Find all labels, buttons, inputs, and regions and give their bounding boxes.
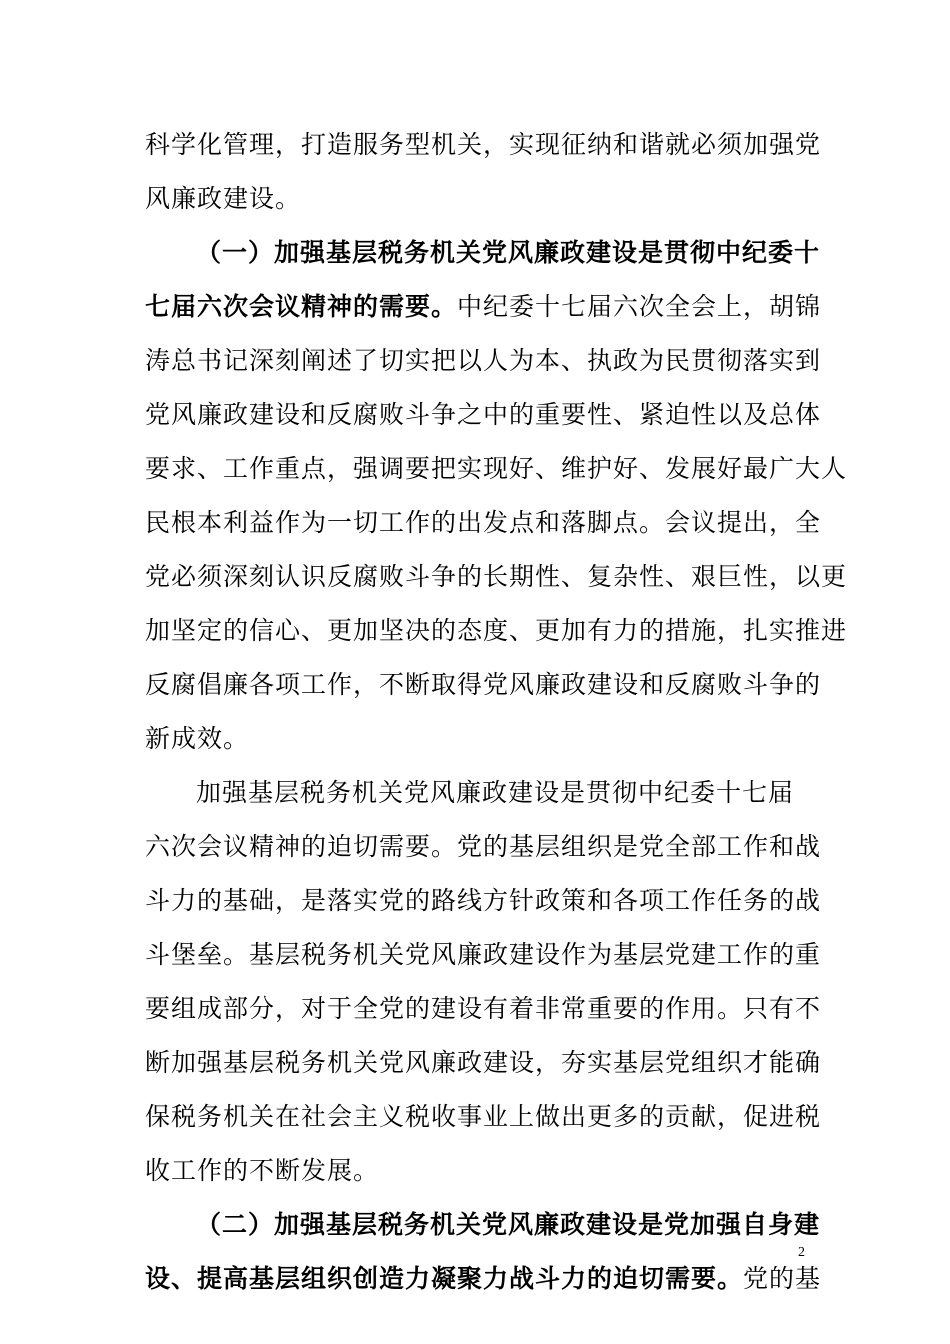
text-line-2 (145, 179, 301, 219)
text-line-14 (145, 827, 821, 867)
text-segment: 党风廉政建设和反腐败斗争之中的重要性、紧迫性以及总体 (145, 400, 822, 429)
text-segment: 党必须深刻认识反腐败斗争的长期性、复杂性、艰巨性，以更 (145, 562, 848, 591)
section-heading-1-line-1 (196, 233, 820, 273)
text-segment: 中纪委十七届六次全会上，胡锦 (457, 292, 822, 321)
text-line-19 (145, 1097, 821, 1137)
heading-segment: 七届六次会议精神的需要。 (145, 292, 458, 321)
text-segment: 斗力的基础，是落实党的路线方针政策和各项工作任务的战 (145, 886, 822, 915)
text-line-13 (196, 773, 794, 813)
text-line-20 (145, 1151, 379, 1191)
text-segment: 收工作的不断发展。 (145, 1156, 380, 1185)
text-line-6 (145, 395, 821, 435)
text-segment: 涛总书记深刻阐述了切实把以人为本、执政为民贯彻落实到 (145, 346, 822, 375)
heading-segment: 设、提高基层组织创造力凝聚力战斗力的迫切需要。 (145, 1264, 744, 1293)
text-line-10 (145, 611, 847, 651)
text-segment: 要求、工作重点，强调要把实现好、维护好、发展好最广大人 (145, 454, 848, 483)
text-segment: 加坚定的信心、更加坚决的态度、更加有力的措施，扎实推进 (145, 616, 848, 645)
text-line-12 (145, 719, 249, 759)
text-segment: 反腐倡廉各项工作，不断取得党风廉政建设和反腐败斗争的 (145, 670, 822, 699)
text-line-1 (145, 125, 821, 165)
text-segment: 六次会议精神的迫切需要。党的基层组织是党全部工作和战 (145, 832, 822, 861)
heading-segment: （二）加强基层税务机关党风廉政建设是党加强自身建 (196, 1210, 821, 1239)
text-segment: 要组成部分，对于全党的建设有着非常重要的作用。只有不 (145, 994, 822, 1023)
section-heading-2-line-1 (196, 1205, 820, 1245)
text-segment: 新成效。 (145, 724, 250, 753)
text-line-16 (145, 935, 821, 975)
heading-segment: （一）加强基层税务机关党风廉政建设是贯彻中纪委十 (196, 238, 821, 267)
text-line-11 (145, 665, 821, 705)
page-number: 2 (798, 1245, 805, 1260)
text-segment: 加强基层税务机关党风廉政建设是贯彻中纪委十七届 (196, 778, 795, 807)
text-line-8 (145, 503, 821, 543)
text-segment: 党的基 (743, 1264, 822, 1293)
text-line-9 (145, 557, 847, 597)
text-segment: 斗堡垒。基层税务机关党风廉政建设作为基层党建工作的重 (145, 940, 822, 969)
text-segment: 民根本利益作为一切工作的出发点和落脚点。会议提出，全 (145, 508, 822, 537)
text-segment: 科学化管理，打造服务型机关，实现征纳和谐就必须加强党 (145, 130, 822, 159)
text-line-5 (145, 341, 821, 381)
section-heading-2-line-2 (145, 1259, 821, 1299)
text-line-17 (145, 989, 821, 1029)
text-line-7 (145, 449, 847, 489)
text-segment: 断加强基层税务机关党风廉政建设，夯实基层党组织才能确 (145, 1048, 822, 1077)
text-line-18 (145, 1043, 821, 1083)
section-heading-1-line-2 (145, 287, 821, 327)
text-segment: 保税务机关在社会主义税收事业上做出更多的贡献，促进税 (145, 1102, 822, 1131)
text-segment: 风廉政建设。 (145, 184, 302, 213)
text-line-15 (145, 881, 821, 921)
